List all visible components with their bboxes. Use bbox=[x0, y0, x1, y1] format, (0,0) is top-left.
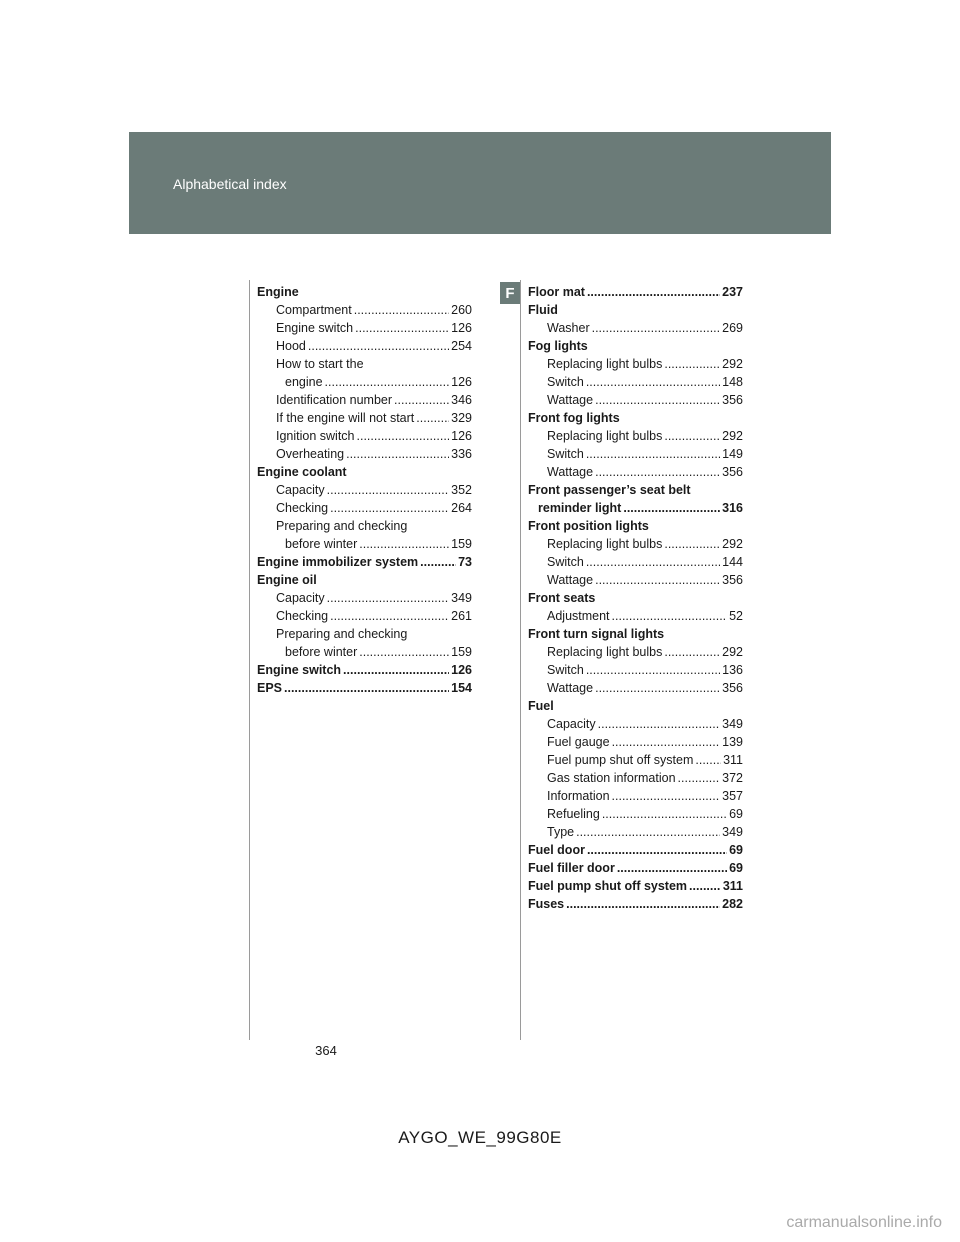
entry-page-number: 349 bbox=[451, 591, 472, 605]
index-entry bbox=[528, 877, 743, 895]
dot-leader bbox=[587, 283, 720, 301]
index-entry bbox=[257, 553, 472, 571]
dot-leader bbox=[355, 319, 449, 337]
dot-leader bbox=[576, 823, 720, 841]
dot-leader bbox=[695, 751, 721, 769]
entry-page-number: 260 bbox=[451, 303, 472, 317]
entry-page-number: 69 bbox=[729, 807, 743, 821]
index-entry bbox=[528, 301, 743, 319]
entry-label: Switch bbox=[547, 375, 584, 389]
entry-label: before winter bbox=[285, 645, 358, 659]
dot-leader bbox=[664, 427, 720, 445]
index-entry bbox=[257, 643, 472, 661]
index-entry bbox=[528, 409, 743, 427]
dot-leader bbox=[612, 607, 728, 625]
index-entry bbox=[528, 553, 743, 571]
dot-leader bbox=[612, 787, 721, 805]
entry-label: Front passenger’s seat belt bbox=[528, 483, 691, 497]
entry-label: Washer bbox=[547, 321, 590, 335]
entry-label: Replacing light bulbs bbox=[547, 429, 663, 443]
entry-label: Wattage bbox=[547, 681, 594, 695]
entry-label: Preparing and checking bbox=[276, 627, 408, 641]
index-entry bbox=[528, 895, 743, 913]
entry-page-number: 126 bbox=[451, 375, 472, 389]
entry-label: Wattage bbox=[547, 573, 594, 587]
entry-label: Front position lights bbox=[528, 519, 649, 533]
index-entry bbox=[257, 607, 472, 625]
entry-page-number: 329 bbox=[451, 411, 472, 425]
index-column-right bbox=[528, 283, 743, 913]
index-entry bbox=[528, 679, 743, 697]
entry-label: How to start the bbox=[276, 357, 364, 371]
watermark: carmanualsonline.info bbox=[786, 1214, 942, 1231]
right-column-rule bbox=[520, 280, 521, 1040]
dot-leader bbox=[359, 535, 449, 553]
entry-label: EPS bbox=[257, 681, 283, 695]
entry-page-number: 356 bbox=[722, 465, 743, 479]
left-column-rule bbox=[249, 280, 250, 1040]
index-entry bbox=[528, 697, 743, 715]
entry-page-number: 316 bbox=[722, 501, 743, 515]
dot-leader bbox=[595, 679, 720, 697]
entry-label: Gas station information bbox=[547, 771, 676, 785]
dot-leader bbox=[308, 337, 449, 355]
entry-page-number: 154 bbox=[451, 681, 472, 695]
entry-page-number: 336 bbox=[451, 447, 472, 461]
entry-label: Type bbox=[547, 825, 575, 839]
index-entry bbox=[257, 355, 472, 373]
entry-label: Floor mat bbox=[528, 285, 585, 299]
entry-label: Fuel filler door bbox=[528, 861, 615, 875]
index-entry bbox=[257, 301, 472, 319]
entry-label: before winter bbox=[285, 537, 358, 551]
index-entry bbox=[528, 337, 743, 355]
dot-leader bbox=[327, 481, 450, 499]
index-entry bbox=[257, 679, 472, 697]
dot-leader bbox=[617, 859, 727, 877]
index-entry bbox=[528, 661, 743, 679]
header-title: Alphabetical index bbox=[173, 176, 287, 192]
index-entry bbox=[257, 427, 472, 445]
index-entry bbox=[528, 373, 743, 391]
dot-leader bbox=[343, 661, 449, 679]
entry-label: Fuel gauge bbox=[547, 735, 610, 749]
entry-label: If the engine will not start bbox=[276, 411, 415, 425]
index-entry bbox=[257, 391, 472, 409]
index-entry bbox=[528, 517, 743, 535]
index-entry bbox=[528, 481, 743, 499]
entry-label: Fuel door bbox=[528, 843, 585, 857]
index-entry bbox=[257, 337, 472, 355]
entry-label: Front fog lights bbox=[528, 411, 620, 425]
entry-label: Switch bbox=[547, 555, 584, 569]
entry-label: Checking bbox=[276, 501, 329, 515]
entry-label: Overheating bbox=[276, 447, 345, 461]
dot-leader bbox=[416, 409, 449, 427]
dot-leader bbox=[354, 301, 449, 319]
entry-page-number: 261 bbox=[451, 609, 472, 623]
entry-label: Capacity bbox=[276, 483, 325, 497]
entry-label: Fuses bbox=[528, 897, 565, 911]
entry-label: Fluid bbox=[528, 303, 558, 317]
dot-leader bbox=[586, 553, 720, 571]
entry-page-number: 73 bbox=[458, 555, 472, 569]
entry-page-number: 356 bbox=[722, 393, 743, 407]
entry-label: Front turn signal lights bbox=[528, 627, 665, 641]
index-entry bbox=[257, 463, 472, 481]
index-entry bbox=[528, 445, 743, 463]
index-entry bbox=[528, 499, 743, 517]
entry-label: Fuel pump shut off system bbox=[547, 753, 694, 767]
index-entry bbox=[528, 715, 743, 733]
entry-label: Replacing light bulbs bbox=[547, 357, 663, 371]
entry-page-number: 292 bbox=[722, 645, 743, 659]
entry-label: Preparing and checking bbox=[276, 519, 408, 533]
dot-leader bbox=[359, 643, 449, 661]
entry-page-number: 349 bbox=[722, 717, 743, 731]
entry-label: Engine immobilizer system bbox=[257, 555, 419, 569]
dot-leader bbox=[566, 895, 720, 913]
entry-page-number: 292 bbox=[722, 429, 743, 443]
dot-leader bbox=[327, 589, 450, 607]
entry-page-number: 69 bbox=[729, 861, 743, 875]
entry-label: Replacing light bulbs bbox=[547, 645, 663, 659]
entry-page-number: 126 bbox=[451, 663, 472, 677]
entry-page-number: 352 bbox=[451, 483, 472, 497]
entry-page-number: 356 bbox=[722, 681, 743, 695]
entry-page-number: 311 bbox=[723, 753, 743, 767]
entry-label: Switch bbox=[547, 663, 584, 677]
document-code: AYGO_WE_99G80E bbox=[398, 1128, 562, 1147]
entry-page-number: 264 bbox=[451, 501, 472, 515]
entry-label: Compartment bbox=[276, 303, 352, 317]
dot-leader bbox=[586, 373, 720, 391]
entry-label: Front seats bbox=[528, 591, 596, 605]
dot-leader bbox=[598, 715, 721, 733]
index-entry bbox=[257, 445, 472, 463]
index-entry bbox=[528, 751, 743, 769]
index-entry bbox=[528, 823, 743, 841]
entry-label: Engine oil bbox=[257, 573, 317, 587]
index-entry bbox=[528, 859, 743, 877]
index-entry bbox=[528, 283, 743, 301]
dot-leader bbox=[586, 661, 720, 679]
entry-label: Fog lights bbox=[528, 339, 588, 353]
entry-label: Information bbox=[547, 789, 610, 803]
entry-page-number: 311 bbox=[722, 879, 743, 893]
entry-label: Fuel bbox=[528, 699, 554, 713]
dot-leader bbox=[325, 373, 450, 391]
dot-leader bbox=[664, 643, 720, 661]
index-entry bbox=[528, 733, 743, 751]
entry-label: Engine switch bbox=[257, 663, 342, 677]
entry-page-number: 346 bbox=[451, 393, 472, 407]
entry-page-number: 357 bbox=[722, 789, 743, 803]
index-entry bbox=[528, 625, 743, 643]
dot-leader bbox=[394, 391, 449, 409]
index-entry bbox=[528, 391, 743, 409]
entry-label: Replacing light bulbs bbox=[547, 537, 663, 551]
entry-page-number: 292 bbox=[722, 537, 743, 551]
index-entry bbox=[257, 373, 472, 391]
entry-page-number: 126 bbox=[451, 429, 472, 443]
entry-label: Engine coolant bbox=[257, 465, 347, 479]
entry-label: Checking bbox=[276, 609, 329, 623]
entry-label: engine bbox=[285, 375, 323, 389]
index-entry bbox=[528, 355, 743, 373]
entry-page-number: 148 bbox=[722, 375, 743, 389]
index-entry bbox=[528, 535, 743, 553]
dot-leader bbox=[602, 805, 727, 823]
dot-leader bbox=[330, 607, 449, 625]
header-band bbox=[129, 132, 831, 234]
dot-leader bbox=[595, 391, 720, 409]
dot-leader bbox=[612, 733, 721, 751]
entry-page-number: 349 bbox=[722, 825, 743, 839]
index-entry bbox=[528, 589, 743, 607]
dot-leader bbox=[587, 841, 727, 859]
dot-leader bbox=[678, 769, 721, 787]
entry-page-number: 159 bbox=[451, 537, 472, 551]
index-entry bbox=[528, 787, 743, 805]
entry-page-number: 159 bbox=[451, 645, 472, 659]
dot-leader bbox=[595, 463, 720, 481]
dot-leader bbox=[689, 877, 721, 895]
index-entry bbox=[257, 589, 472, 607]
dot-leader bbox=[420, 553, 456, 571]
index-entry bbox=[257, 571, 472, 589]
entry-label: reminder light bbox=[538, 501, 622, 515]
index-entry bbox=[257, 481, 472, 499]
entry-label: Refueling bbox=[547, 807, 600, 821]
index-entry bbox=[257, 409, 472, 427]
index-entry bbox=[528, 427, 743, 445]
entry-label: Capacity bbox=[547, 717, 596, 731]
page-number: 364 bbox=[315, 1043, 337, 1058]
entry-page-number: 52 bbox=[729, 609, 743, 623]
entry-page-number: 126 bbox=[451, 321, 472, 335]
index-entry bbox=[528, 463, 743, 481]
entry-label: Wattage bbox=[547, 393, 594, 407]
index-entry bbox=[528, 841, 743, 859]
index-column-left bbox=[257, 283, 472, 697]
entry-page-number: 136 bbox=[722, 663, 743, 677]
index-entry bbox=[528, 319, 743, 337]
index-entry bbox=[257, 319, 472, 337]
dot-leader bbox=[595, 571, 720, 589]
index-entry bbox=[528, 607, 743, 625]
entry-page-number: 237 bbox=[722, 285, 743, 299]
entry-page-number: 282 bbox=[722, 897, 743, 911]
dot-leader bbox=[330, 499, 449, 517]
index-entry bbox=[257, 661, 472, 679]
index-entry bbox=[528, 571, 743, 589]
entry-label: Ignition switch bbox=[276, 429, 355, 443]
index-entry bbox=[257, 625, 472, 643]
entry-label: Capacity bbox=[276, 591, 325, 605]
index-entry bbox=[528, 769, 743, 787]
entry-page-number: 292 bbox=[722, 357, 743, 371]
dot-leader bbox=[664, 535, 720, 553]
entry-page-number: 149 bbox=[722, 447, 743, 461]
dot-leader bbox=[592, 319, 721, 337]
entry-page-number: 139 bbox=[722, 735, 743, 749]
entry-page-number: 269 bbox=[722, 321, 743, 335]
entry-label: Fuel pump shut off system bbox=[528, 879, 688, 893]
dot-leader bbox=[586, 445, 720, 463]
entry-page-number: 356 bbox=[722, 573, 743, 587]
entry-page-number: 254 bbox=[451, 339, 472, 353]
entry-label: Wattage bbox=[547, 465, 594, 479]
dot-leader bbox=[623, 499, 720, 517]
index-entry bbox=[528, 805, 743, 823]
entry-page-number: 69 bbox=[729, 843, 743, 857]
dot-leader bbox=[357, 427, 450, 445]
entry-label: Identification number bbox=[276, 393, 393, 407]
entry-label: Adjustment bbox=[547, 609, 610, 623]
index-entry bbox=[257, 535, 472, 553]
index-entry bbox=[528, 643, 743, 661]
dot-leader bbox=[284, 679, 449, 697]
entry-label: Hood bbox=[276, 339, 306, 353]
index-entry bbox=[257, 499, 472, 517]
index-entry bbox=[257, 283, 472, 301]
dot-leader bbox=[346, 445, 449, 463]
entry-label: Engine switch bbox=[276, 321, 354, 335]
section-letter-tab: F bbox=[500, 282, 520, 304]
entry-page-number: 372 bbox=[722, 771, 743, 785]
dot-leader bbox=[664, 355, 720, 373]
index-entry bbox=[257, 517, 472, 535]
entry-label: Switch bbox=[547, 447, 584, 461]
entry-page-number: 144 bbox=[722, 555, 743, 569]
entry-label: Engine bbox=[257, 285, 299, 299]
